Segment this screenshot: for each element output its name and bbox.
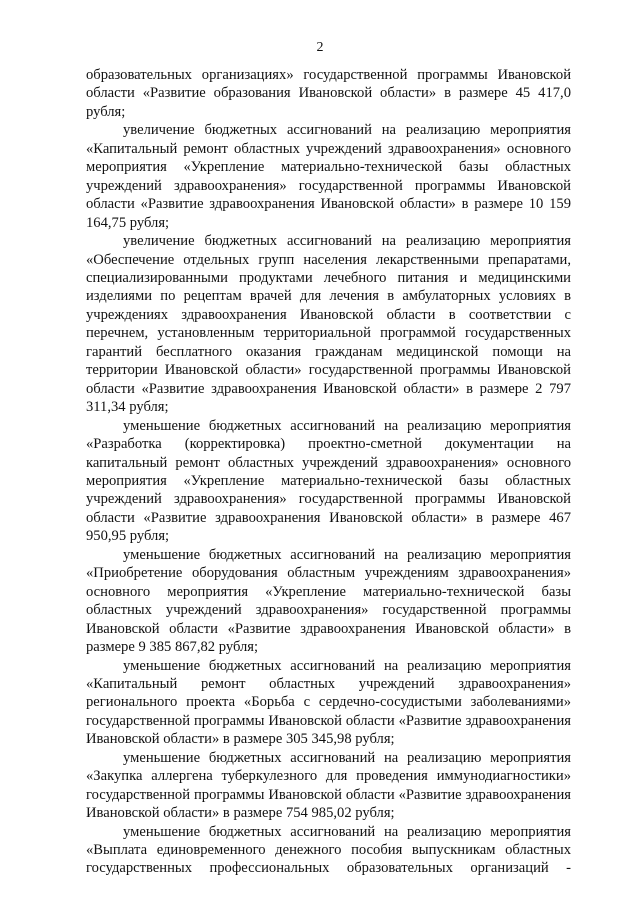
- paragraph-3: увеличение бюджетных ассигнований на реализацию мероприятия «Обеспечение отдельных групп населения лекарственными препаратами, специализированными продуктами лечебного питания и медицинскими изделиями по рецептам врачей для лечения в амбулаторных условиях в учреждениях здравоохранения Ивановской области в соответствии с перечнем, установленным территориальной программой государственных гарантий бесплатного оказания гражданам медицинской помощи на территории Ивановской области» государственной программы Ивановской области «Развитие здравоохранения Ивановской области» в размере 2 797 311,34 рубля;: [86, 233, 571, 416]
- document-body: [86, 66, 571, 878]
- paragraph-1: образовательных организациях» государственной программы Ивановской области «Развитие образования Ивановской области» в размере 45 417,0 рубля;: [86, 67, 571, 120]
- paragraph-5: уменьшение бюджетных ассигнований на реализацию мероприятия «Приобретение оборудования областным учреждениям здравоохранения» основного мероприятия «Укрепление материально-технической базы областных учреждений здравоохранения» государственной программы Ивановской области «Развитие здравоохранения Ивановской области» в размере 9 385 867,82 рубля;: [86, 546, 571, 656]
- paragraph-8: уменьшение бюджетных ассигнований на реализацию мероприятия «Выплата единовременного денежного пособия выпускникам областных государственных профессиональных образовательных организаций -: [86, 823, 571, 877]
- paragraph-6: уменьшение бюджетных ассигнований на реализацию мероприятия «Капитальный ремонт областных учреждений здравоохранения» регионального проекта «Борьба с сердечно-сосудистыми заболеваниями» государственной программы Ивановской области «Развитие здравоохранения Ивановской области» в размере 305 345,98 рубля;: [86, 657, 571, 748]
- page-number: 2: [316, 40, 324, 55]
- paragraph-4: уменьшение бюджетных ассигнований на реализацию мероприятия «Разработка (корректировка) проектно-сметной документации на капитальный ремонт областных учреждений здравоохранения» основного мероприятия «Укрепление материально-технической базы областных учреждений здравоохранения» государственной программы Ивановской области «Развитие здравоохранения Ивановской области» в размере 467 950,95 рубля;: [86, 417, 571, 545]
- paragraph-7: уменьшение бюджетных ассигнований на реализацию мероприятия «Закупка аллергена туберкулезного для проведения иммунодиагностики» государственной программы Ивановской области «Развитие здравоохранения Ивановской области» в размере 754 985,02 рубля;: [86, 749, 571, 822]
- paragraph-2: увеличение бюджетных ассигнований на реализацию мероприятия «Капитальный ремонт областных учреждений здравоохранения» основного мероприятия «Укрепление материально-технической базы областных учреждений здравоохранения» государственной программы Ивановской области «Развитие здравоохранения Ивановской области» в размере 10 159 164,75 рубля;: [86, 122, 571, 231]
